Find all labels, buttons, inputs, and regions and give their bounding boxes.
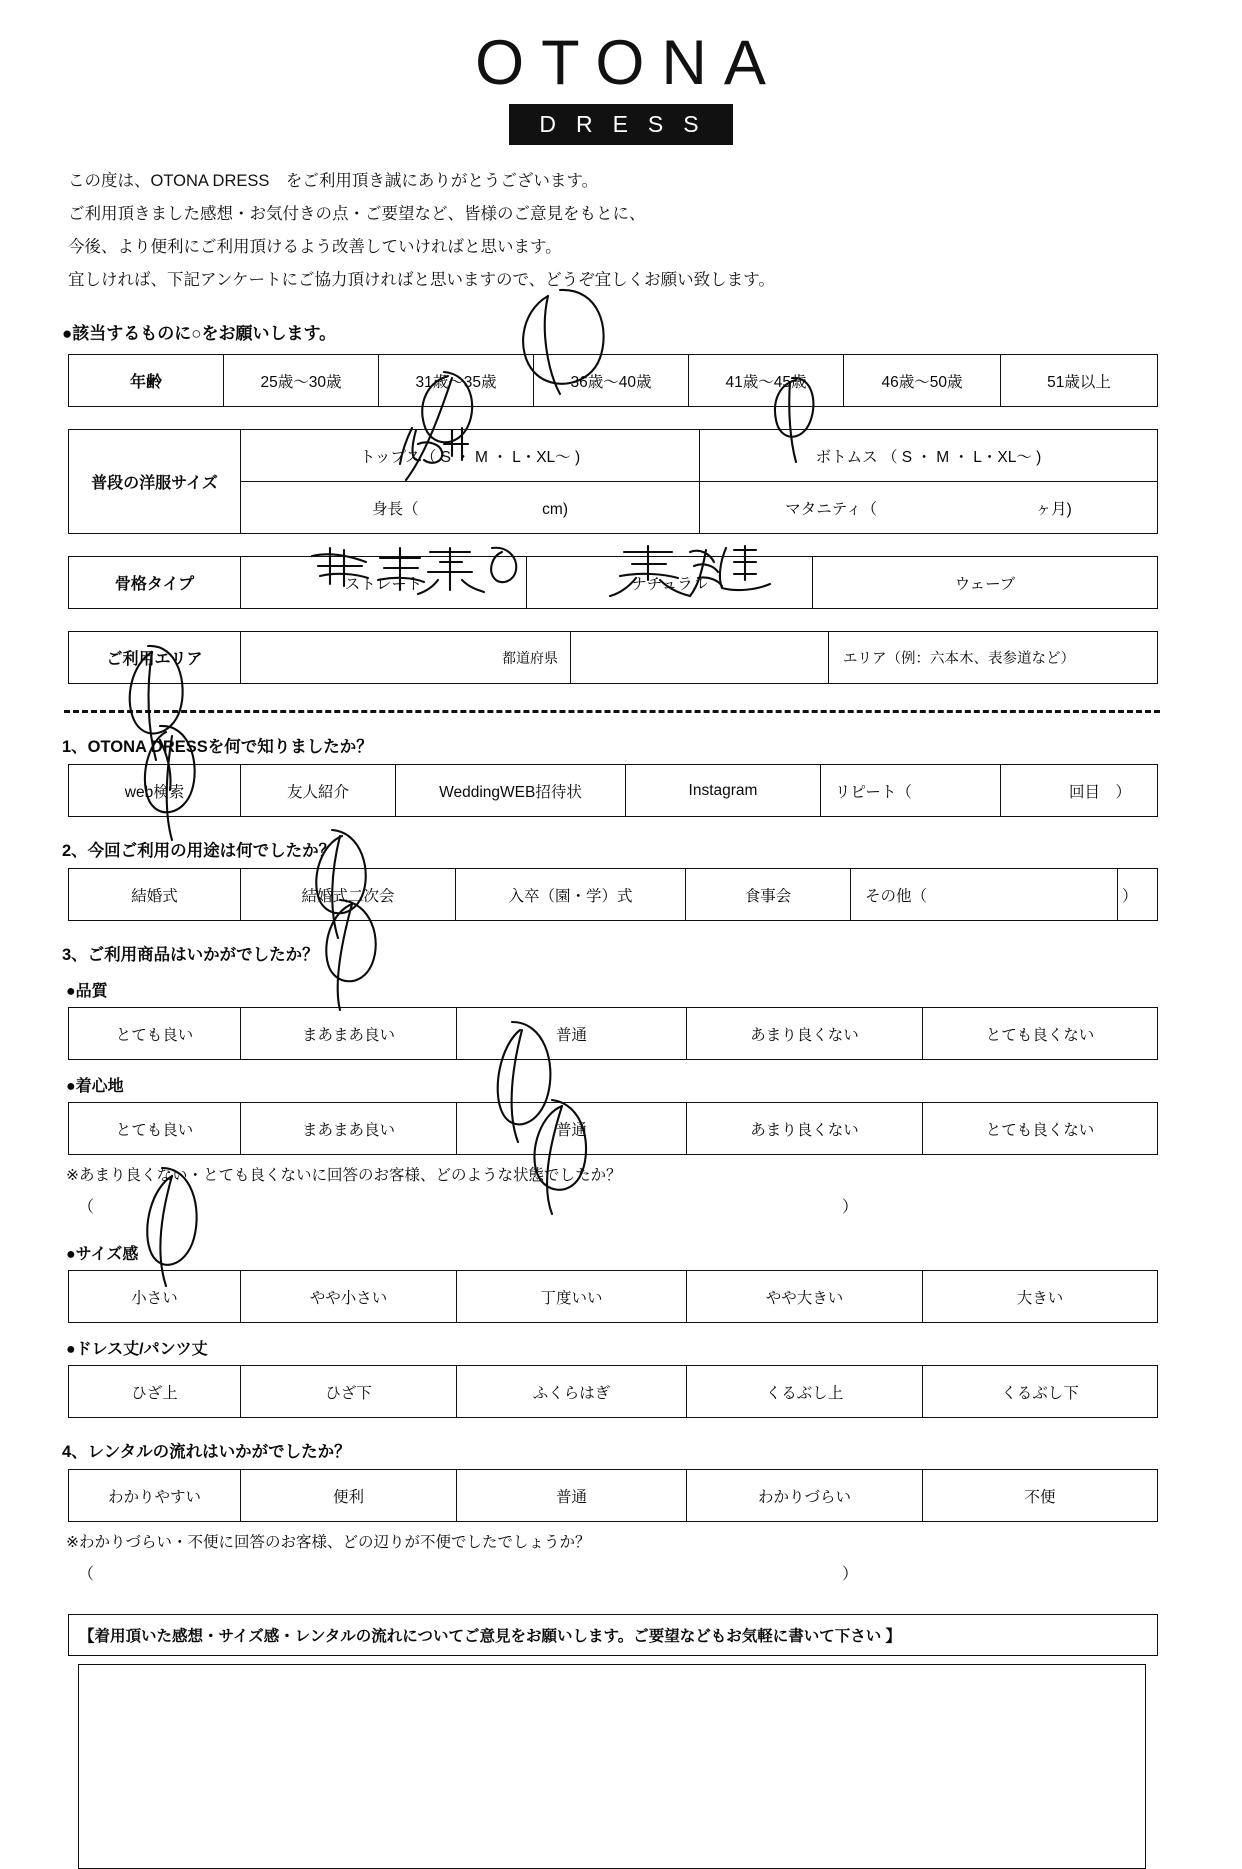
area-input-cell[interactable] (571, 632, 829, 684)
q3-comfort-label: ●着心地 (66, 1078, 124, 1096)
age-option-5[interactable]: 51歳以上 (1001, 355, 1158, 407)
q1-option-1[interactable]: 友人紹介 (241, 765, 396, 817)
comfort-option-3[interactable]: あまり良くない (687, 1103, 923, 1155)
comfort-option-0[interactable]: とても良い (69, 1103, 241, 1155)
age-label: 年齢 (69, 355, 224, 407)
q4-option-1[interactable]: 便利 (241, 1470, 457, 1522)
comfort-option-1[interactable]: まあまあ良い (241, 1103, 457, 1155)
clothing-size-label: 普段の洋服サイズ (69, 430, 241, 534)
table-row (69, 1470, 1158, 1522)
circle-instruction: ●該当するものに○をお願いします。 (62, 324, 337, 344)
q4-title: 4、レンタルの流れはいかがでしたか？ (62, 1443, 351, 1462)
age-option-1[interactable]: 31歳～35歳 (379, 355, 534, 407)
prefecture-input-cell[interactable] (241, 632, 571, 684)
table-row (69, 869, 1158, 921)
comfort-option-4[interactable]: とても良くない (923, 1103, 1158, 1155)
q2-option-3[interactable]: 食事会 (686, 869, 851, 921)
fit-option-3[interactable]: やや大きい (687, 1271, 923, 1323)
intro-line-1: この度は、OTONA DRESS をご利用頂き誠にありがとうございます。 (68, 172, 599, 191)
q3-comment-field[interactable] (78, 1194, 858, 1217)
bottoms-size-cell[interactable]: ボトムス （ S ・ M ・ L・XL～ ) (700, 430, 1158, 482)
comment-textarea[interactable] (78, 1664, 1146, 1869)
area-table (68, 631, 1158, 684)
intro-line-2: ご利用頂きました感想・お気付きの点・ご要望など、皆様のご意見をもとに、 (68, 205, 646, 224)
q3-quality-table (68, 1007, 1158, 1060)
maternity-unit: ヶ月) (1035, 500, 1072, 518)
height-label: 身長（ (372, 500, 419, 518)
age-option-3[interactable]: 41歳～45歳 (689, 355, 844, 407)
table-row (69, 557, 1158, 609)
table-row (69, 355, 1158, 407)
q4-paren-open: （ (78, 1566, 95, 1584)
intro-paragraph (68, 165, 1242, 297)
table-row (69, 1008, 1158, 1060)
q4-option-0[interactable]: わかりやすい (69, 1470, 241, 1522)
q2-title: 2、今回ご利用の用途は何でしたか？ (62, 842, 336, 861)
q4-comment-field[interactable] (78, 1561, 858, 1584)
body-type-option-0[interactable]: ストレート (241, 557, 527, 609)
q2-option-2[interactable]: 入卒（園・学）式 (456, 869, 686, 921)
q1-table (68, 764, 1158, 817)
q1-option-2[interactable]: WeddingWEB招待状 (396, 765, 626, 817)
length-option-3[interactable]: くるぶし上 (687, 1366, 923, 1418)
q3-paren-open: （ (78, 1199, 95, 1217)
intro-line-4: 宜しければ、下記アンケートにご協力頂ければと思いますので、どうぞ宜しくお願い致します。 (68, 271, 775, 290)
fit-option-0[interactable]: 小さい (69, 1271, 241, 1323)
body-type-option-1[interactable]: ナチュラル (527, 557, 813, 609)
q3-comfort-table (68, 1102, 1158, 1155)
quality-option-0[interactable]: とても良い (69, 1008, 241, 1060)
length-option-2[interactable]: ふくらはぎ (457, 1366, 687, 1418)
section-divider (64, 710, 1160, 713)
q3-paren-close: ） (841, 1199, 858, 1217)
quality-option-4[interactable]: とても良くない (923, 1008, 1158, 1060)
fit-option-4[interactable]: 大きい (923, 1271, 1158, 1323)
q3-fit-table (68, 1270, 1158, 1323)
length-option-4[interactable]: くるぶし下 (923, 1366, 1158, 1418)
maternity-label: マタニティ（ (785, 500, 877, 518)
q1-title: 1、OTONA DRESSを何で知りましたか？ (62, 738, 373, 757)
quality-option-3[interactable]: あまり良くない (687, 1008, 923, 1060)
quality-option-2[interactable]: 普通 (457, 1008, 687, 1060)
table-row (69, 1271, 1158, 1323)
q4-option-2[interactable]: 普通 (457, 1470, 687, 1522)
q1-option-5[interactable]: 回目 ） (1001, 765, 1158, 817)
comfort-option-2[interactable]: 普通 (457, 1103, 687, 1155)
age-table (68, 354, 1158, 407)
logo-otona-text: OTONA (475, 28, 783, 98)
height-unit: cm) (542, 500, 568, 518)
q2-option-0[interactable]: 結婚式 (69, 869, 241, 921)
q3-length-table (68, 1365, 1158, 1418)
age-option-4[interactable]: 46歳～50歳 (844, 355, 1001, 407)
brand-logo (0, 0, 1242, 145)
table-row (69, 430, 1158, 482)
q3-quality-label: ●品質 (66, 983, 108, 1001)
q3-fit-label: ●サイズ感 (66, 1246, 139, 1264)
intro-line-3: 今後、より便利にご利用頂けるよう改善していければと思います。 (68, 238, 562, 257)
q3-title: 3、ご利用商品はいかがでしたか？ (62, 946, 319, 965)
age-option-2[interactable]: 36歳～40歳 (534, 355, 689, 407)
q4-paren-close: ） (841, 1566, 858, 1584)
clothing-size-table (68, 429, 1158, 534)
fit-option-1[interactable]: やや小さい (241, 1271, 457, 1323)
q1-option-3[interactable]: Instagram (626, 765, 821, 817)
area-hint: エリア（例：六本木、表参道など） (829, 632, 1158, 684)
body-type-option-2[interactable]: ウェーブ (813, 557, 1158, 609)
q4-option-4[interactable]: 不便 (923, 1470, 1158, 1522)
q1-option-0[interactable]: web検索 (69, 765, 241, 817)
q3-comfort-note: ※あまり良くない・とても良くないに回答のお客様、どのような状態でしたか？ (66, 1167, 622, 1185)
q2-option-1[interactable]: 結婚式二次会 (241, 869, 456, 921)
maternity-cell[interactable] (700, 482, 1158, 534)
tops-size-cell[interactable]: トップス（ S ・ M ・ L・XL～ ) (241, 430, 700, 482)
logo-dress-text: DRESS (509, 104, 732, 145)
q3-length-label: ●ドレス丈/パンツ丈 (66, 1341, 208, 1359)
comment-section-title: 【着用頂いた感想・サイズ感・レンタルの流れについてご意見をお願いします。ご要望などもお気軽に書いて下さい 】 (68, 1614, 1158, 1656)
area-label: ご利用エリア (69, 632, 241, 684)
body-type-label: 骨格タイプ (69, 557, 241, 609)
q2-option-4[interactable]: その他（ (851, 869, 1118, 921)
q4-table (68, 1469, 1158, 1522)
table-row (69, 765, 1158, 817)
table-row (69, 1366, 1158, 1418)
q2-option-5: ） (1118, 869, 1158, 921)
q2-table (68, 868, 1158, 921)
q1-option-4[interactable]: リピート（ (821, 765, 1001, 817)
fit-option-2[interactable]: 丁度いい (457, 1271, 687, 1323)
age-option-0[interactable]: 25歳～30歳 (224, 355, 379, 407)
table-row (69, 1103, 1158, 1155)
q4-note: ※わかりづらい・不便に回答のお客様、どの辺りが不便でしたでしょうか？ (66, 1534, 591, 1552)
length-option-0[interactable]: ひざ上 (69, 1366, 241, 1418)
table-row (69, 632, 1158, 684)
height-cell[interactable] (241, 482, 700, 534)
prefecture-suffix: 都道府県 (502, 649, 558, 666)
length-option-1[interactable]: ひざ下 (241, 1366, 457, 1418)
q4-option-3[interactable]: わかりづらい (687, 1470, 923, 1522)
quality-option-1[interactable]: まあまあ良い (241, 1008, 457, 1060)
body-type-table (68, 556, 1158, 609)
